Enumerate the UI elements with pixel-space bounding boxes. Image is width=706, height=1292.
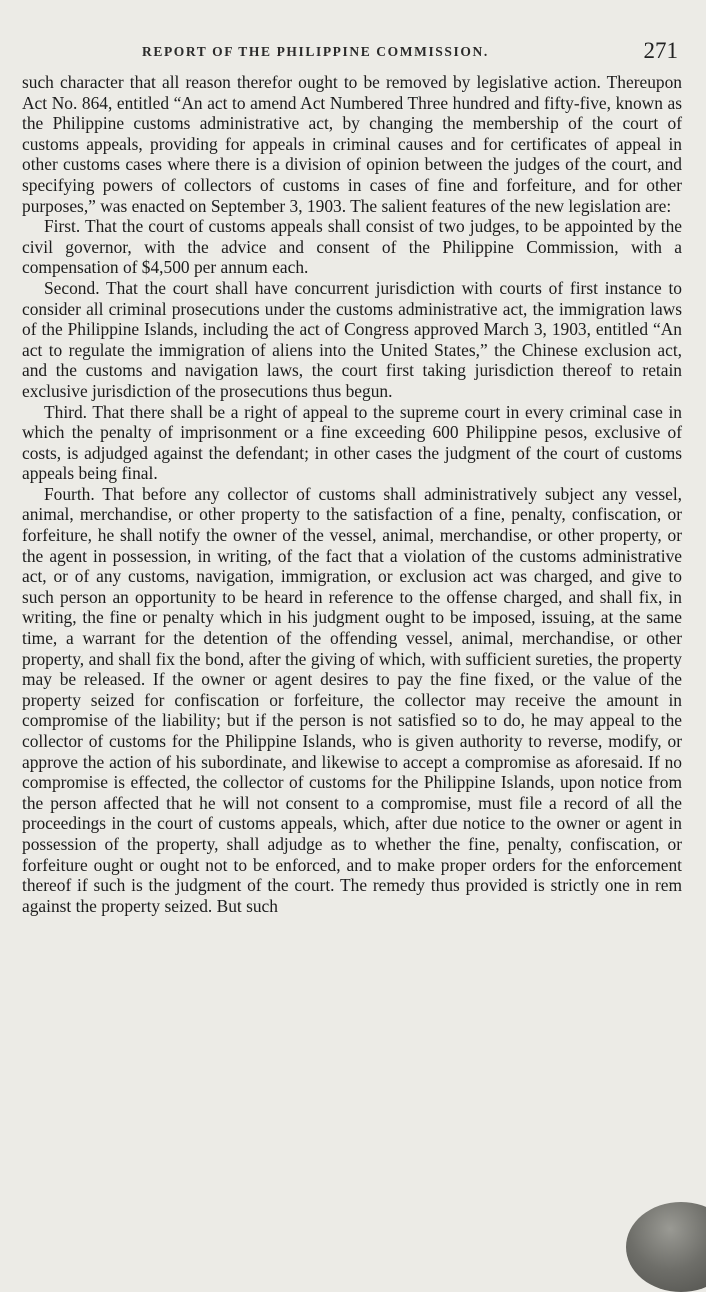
paragraph-third: Third. That there shall be a right of appeal to the supreme court in every criminal case in which the penalty of imprisonment or a fine exceeding 600 Philippine pesos, exclusive of costs, is adjudged against the defendant; in other cases the judgment of the court of customs appeals being final. (22, 401, 682, 484)
page-corner-shadow (626, 1202, 706, 1292)
paragraph-first: First. That the court of customs appeals shall consist of two judges, to be appointed by the civil governor, with the advice and consent of the Philippine Commission, with a compensation of $4,500 per annum each. (22, 216, 682, 278)
paragraph-second: Second. That the court shall have concurrent jurisdiction with courts of first instance to consider all criminal prosecutions under the customs administrative act, the immigration laws of the Philippine Islands, including the act of Congress approved March 3, 1903, entitled “An act to regulate the immigration of aliens into the United States,” the Chinese exclusion act, and the customs and navigation laws, the court first taking jurisdiction thereof to retain exclusive jurisdiction of the prosecutions thus begun. (22, 277, 682, 401)
paragraph-continuation: such character that all reason therefor ought to be removed by legislative action. Thereupon Act No. 864, entitled “An act to amend Act Numbered Three hundred and fifty-five, known as the Philippine customs administrative act, by changing the membership of the court of customs appeals, providing for appeals in criminal causes and for certificates of appeal in other customs cases where there is a division of opinion between the judges of the court, and specifying powers of collectors of customs in cases of fine and forfeiture, and for other purposes,” was enacted on September 3, 1903. The salient features of the new legislation are: (22, 72, 682, 216)
paragraph-fourth: Fourth. That before any collector of customs shall administratively subject any vessel, animal, merchandise, or other property to the satisfaction of a fine, penalty, confiscation, or forfeiture, he shall notify the owner of the vessel, animal, merchandise, or other property, or the agent in possession, in writing, of the fact that a violation of the customs administrative act, or of any customs, navigation, immigration, or exclusion act was charged, and give to such person an opportunity to be heard in reference to the offense charged, and shall fix, in writing, the fine or penalty which in his judgment ought to be imposed, issuing, at the same time, a warrant for the detention of the offending vessel, animal, merchandise, or other property, and shall fix the bond, after the giving of which, with sufficient sureties, the property may be released. If the owner or agent desires to pay the fine fixed, or the value of the property seized for confiscation or forfeiture, the collector may receive the amount in compromise of the liability; but if the person is not satisfied so to do, he may appeal to the collector of customs for the Philippine Islands, who is given authority to reverse, modify, or approve the action of his subordinate, and likewise to accept a compromise as aforesaid. If no compromise is effected, the collector of customs for the Philippine Islands, upon notice from the person affected that he will not consent to a compromise, must file a record of all the proceedings in the court of customs appeals, which, after due notice to the owner or agent in possession of the property, shall adjudge as to whether the fine, penalty, confiscation, or forfeiture ought or ought not to be enforced, and to make proper orders for the enforcement thereof if such is the judgment of the court. The remedy thus provided is strictly one in rem against the property seized. But such (22, 483, 682, 916)
running-header (22, 38, 682, 72)
page-number: 271 (643, 38, 678, 63)
running-title: REPORT OF THE PHILIPPINE COMMISSION. (142, 44, 489, 59)
document-page (22, 38, 682, 916)
body-text (22, 72, 682, 916)
